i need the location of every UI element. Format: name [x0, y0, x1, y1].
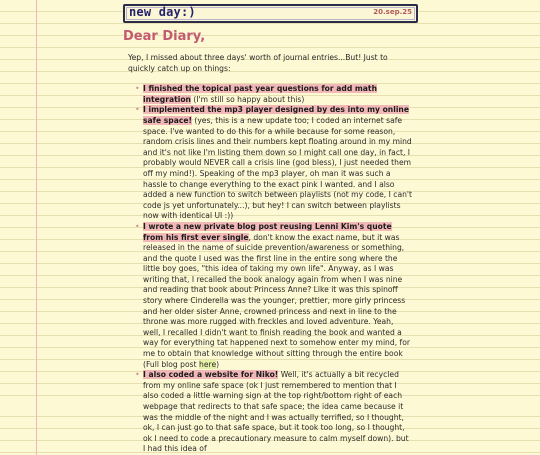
entry-header	[123, 4, 418, 23]
item-text: , don't know the exact name, but it was released in the name of suicide prevention/awareness or something, and the quote I used was the first line in the entire song where the little boy goes, "this idea of taking my own life". Anyway, as I was writing that, I recalled the book analogy again from when I was nine and reading that book about Princess Anne? Like it was this spinoff story where Cinderella was the younger, prettier, more girly princess and her older sister Anne, crowned princess and next in line to the throne was more rugged with freckles and loved adventure. Yeah, well, I recalled I didn't want to finish reading the book and wanted a way for everything tat happened next to somehow enter my mind, for me to obtain that knowledge without sitting through the entire book (Full blog post	[143, 232, 410, 369]
intro-paragraph: Yep, I missed about three days' worth of journal entries...But! Just to quickly catch up on things:	[128, 53, 388, 73]
list-item	[143, 84, 412, 105]
list-item	[143, 370, 412, 455]
item-highlight: I wrote a new private blog post reusing Lenni Kim's quote from his first ever single	[143, 221, 392, 242]
item-highlight: I finished the topical past year questions for add math integration	[143, 84, 377, 104]
item-highlight: I implemented the mp3 player designed by des into my online safe space!	[143, 105, 409, 125]
item-text: (I'm still so happy about this)	[190, 94, 305, 104]
list-item	[143, 105, 412, 222]
item-tail: )	[216, 359, 220, 369]
entry-title: new day:)	[129, 5, 196, 19]
entry-date: 20.sep.25	[373, 8, 412, 16]
item-highlight: I also coded a website for Niko!	[143, 370, 279, 380]
blog-post-link[interactable]: here	[199, 359, 217, 369]
greeting: Dear Diary,	[123, 29, 206, 44]
list-item	[143, 222, 412, 370]
entry-body	[128, 53, 412, 455]
item-text: Well, it's actually a bit recycled from my online safe space (ok I just remembered to mention that I also coded a little warning sign at the top right/bottom right of each webpage that redirects to that safe space; the idea came because it was the middle of the night and I was actually terrified, so I thought, ok, I can just go to that safe space, but it took too long, so I thought, ok I need to code a precautionary measure to calm myself down). but I had this idea of	[143, 370, 409, 454]
item-text: (yes, this is a new update too; I coded an internet safe space. I've wanted to do this for a while because for some reason, random crisis lines and their numbers kept floating around in my mind and it's not like I'm listing them down so I might call one day, in fact, I probably would NEVER call a crisis line (god bless), I just needed them off my mind!). Speaking of the mp3 player, oh man it was such a hassle to change everything to the exact pink I wanted. and I also added a new function to switch between playlists (not my code, I can't code js yet unfortunately...), but hey! I can switch between playlists now with identical UI :))	[143, 115, 412, 221]
entry-list	[128, 84, 412, 455]
